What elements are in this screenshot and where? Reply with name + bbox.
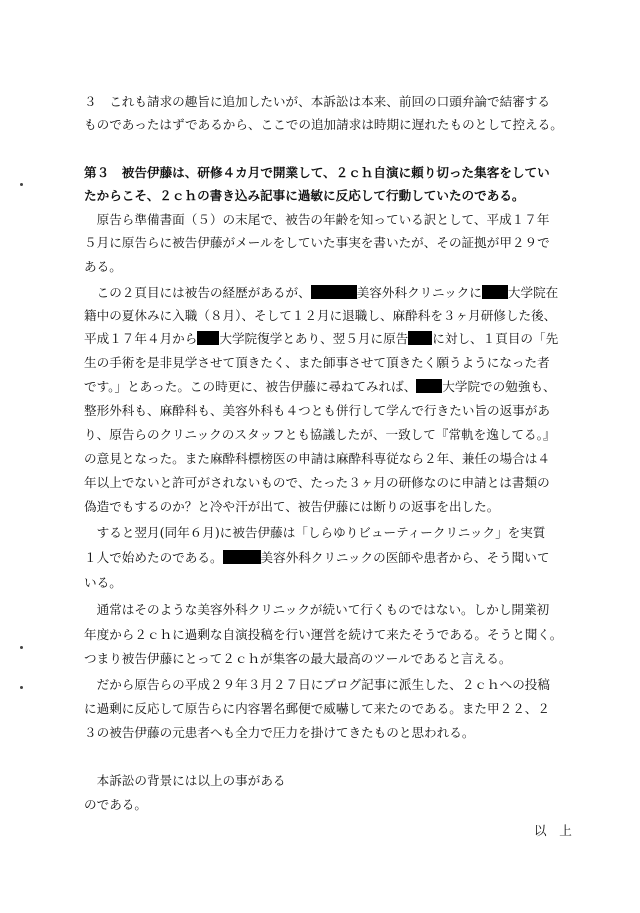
paragraph-line: 籍中の夏休みに入職（８月）、そして１２月に退職し、麻酔科を３ヶ月研修した後、 xyxy=(84,308,557,323)
redaction-box xyxy=(311,285,357,299)
redaction-box xyxy=(416,379,442,393)
paragraph-line: 偽造でもするのか？と冷や汗が出て、被告伊藤には断りの返事を出した。 xyxy=(84,499,500,514)
closing-remark: 以 上 xyxy=(534,823,572,838)
redaction-box xyxy=(482,285,508,299)
paragraph-line: つまり被告伊藤にとって２ｃｈが集客の最大最高のツールであると言える。 xyxy=(84,651,512,666)
paragraph-line: 本訴訟の背景には以上の事がある xyxy=(96,773,286,788)
paragraph-line: 平成１７年４月から 大学院復学とあり、翌５月に原告 に対し、１頁目の「先 xyxy=(84,331,559,346)
paragraph-line: この２頁目には被告の経歴があるが、 美容外科クリニックに 大学院在 xyxy=(96,285,559,300)
paragraph-line: 生の手術を是非見学させて頂きたく、また師事させて頂きたく願うようになった者 xyxy=(84,355,550,370)
paragraph-line: 通常はそのような美容外科クリニックが続いて行くものではない。しかし開業初 xyxy=(96,602,550,617)
redaction-box xyxy=(197,331,219,345)
paragraph-line: 年以上でないと許可がされないもので、たった３ヶ月の研修なのに申請とは書類の xyxy=(84,475,550,490)
redaction-box xyxy=(223,550,261,564)
paragraph-line: の意見となった。また麻酔科標榜医の申請は麻酔科専従なら２年、兼任の場合は４ xyxy=(84,451,550,466)
redaction-box xyxy=(408,331,432,345)
paragraph-line: だから原告らの平成２９年３月２７日にブログ記事に派生した、２ｃｈへの投稿 xyxy=(96,677,550,692)
paragraph-line: 年度から２ｃｈに過剰な自演投稿を行い運営を続けて来たそうである。そうと聞く。 xyxy=(84,627,563,642)
paragraph-line: ある。 xyxy=(84,259,122,274)
section-heading: 第３ 被告伊藤は、研修４カ月で開業して、２ｃｈ自演に頼り切った集客をしてい xyxy=(84,165,550,180)
paragraph-line: いる。 xyxy=(84,575,122,590)
margin-mark xyxy=(20,646,23,649)
section3-line: ものであったはずであるから、ここでの追加請求は時期に遅れたものとして控える。 xyxy=(84,117,563,132)
paragraph-line: １人で始めたのである。 美容外科クリニックの医師や患者から、そう聞いて xyxy=(84,550,550,565)
section3-line: ３ これも請求の趣旨に追加したいが、本訴訟は本来、前回の口頭弁論で結審する xyxy=(84,94,550,109)
paragraph-line: に過剰に反応して原告らに内容署名郵便で威嚇して来たのである。また甲２２、２ xyxy=(84,701,550,716)
paragraph-line: り、原告らのクリニックのスタッフとも協議したが、一致して『常軌を逸してる。』 xyxy=(84,427,556,442)
paragraph-line: 整形外科も、麻酔科も、美容外科も４つとも併行して学んで行きたい旨の返事があ xyxy=(84,403,550,418)
paragraph-line: のである。 xyxy=(84,797,147,812)
paragraph-line: です。」とあった。この時更に、被告伊藤に尋ねてみれば、 大学院での勉強も、 xyxy=(84,379,556,394)
paragraph-line: 原告ら準備書面（５）の末尾で、被告の年齢を知っている訳として、平成１７年 xyxy=(96,212,550,227)
paragraph-line: ３の被告伊藤の元患者へも全力で圧力を掛けてきたものと思われる。 xyxy=(84,725,475,740)
paragraph-line: すると翌月(同年６月)に被告伊藤は「しらゆりビューティークリニック」を実質 xyxy=(96,525,546,540)
margin-mark xyxy=(20,183,23,186)
margin-mark xyxy=(20,686,23,689)
paragraph-line: ５月に原告らに被告伊藤がメールをしていた事実を書いたが、その証拠が甲２９で xyxy=(84,235,550,250)
section-heading: たからこそ、２ｃｈの書き込み記事に過敏に反応して行動していたのである。 xyxy=(84,188,525,203)
